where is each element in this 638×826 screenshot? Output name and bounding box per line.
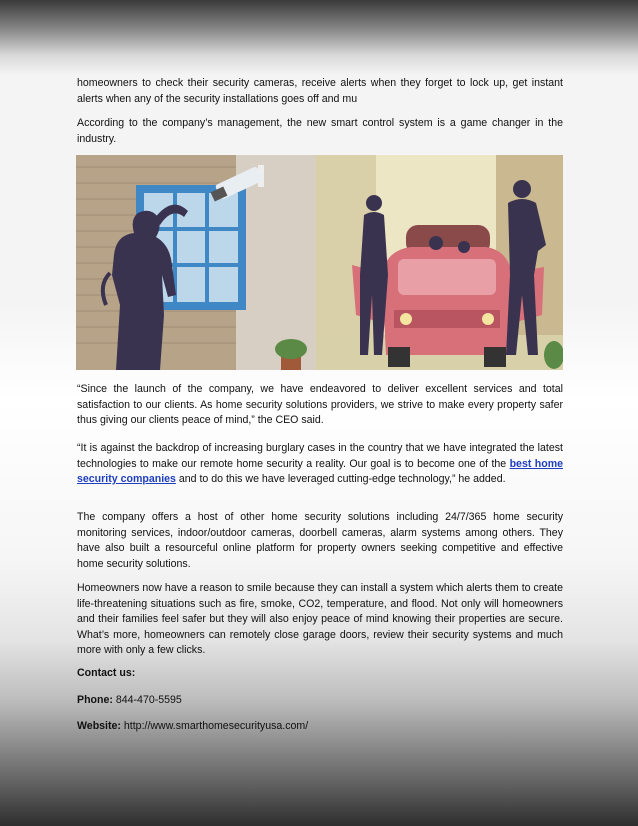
paragraph-ceo-quote: “Since the launch of the company, we have endeavored to deliver excellent services and total satisfaction to our clients. As home security solutions providers, we strive to make every property safer thus giving our clients peace of mind,” the CEO said. (77, 383, 563, 426)
website-label: Website: (77, 720, 121, 732)
paragraph-intro: homeowners to check their security cameras, receive alerts when they forget to lock up, get instant alerts when any of the security installations goes off and mu (77, 77, 563, 105)
paragraph-goal-start: “It is against the backdrop of increasing burglary cases in the country that we have integrated the latest technologies to make our remote home security a reality. Our goal is to become one of the (77, 442, 563, 470)
phone-value: 844-470-5595 (112, 694, 182, 706)
phone-label: Phone: (77, 694, 113, 706)
paragraph-goal-end: and to do this we have leveraged cutting-edge technology,” he added. (175, 473, 506, 485)
paragraph-homeowners: Homeowners now have a reason to smile because they can install a system which alerts them to create life-threatening situations such as fire, smoke, CO2, temperature, and flood. Not only will homeowners and their families feel safer but they will also enjoy peace of mind knowing their properties are secure. What’s more, homeowners can remotely close garage doors, review their security systems and much more with only a few clicks. (77, 582, 563, 656)
best-home-security-companies-link[interactable]: best home security companies (77, 457, 564, 485)
website-value: http://www.smarthomesecurityusa.com/ (120, 720, 309, 732)
contact-phone (77, 693, 563, 709)
paragraph-solutions: The company offers a host of other home security solutions including 24/7/365 home security monitoring services, indoor/outdoor cameras, doorbell cameras, alarm systems among others. They have also built a resourceful online platform for property owners seeking competitive and effective home security solutions. (77, 511, 563, 570)
paragraph-management: According to the company’s management, the new smart control system is a game changer in the industry. (77, 117, 563, 145)
paragraph-goal (77, 441, 563, 488)
contact-heading: Contact us: (77, 667, 136, 679)
home-security-illustration (76, 155, 563, 370)
contact-website (77, 719, 563, 735)
